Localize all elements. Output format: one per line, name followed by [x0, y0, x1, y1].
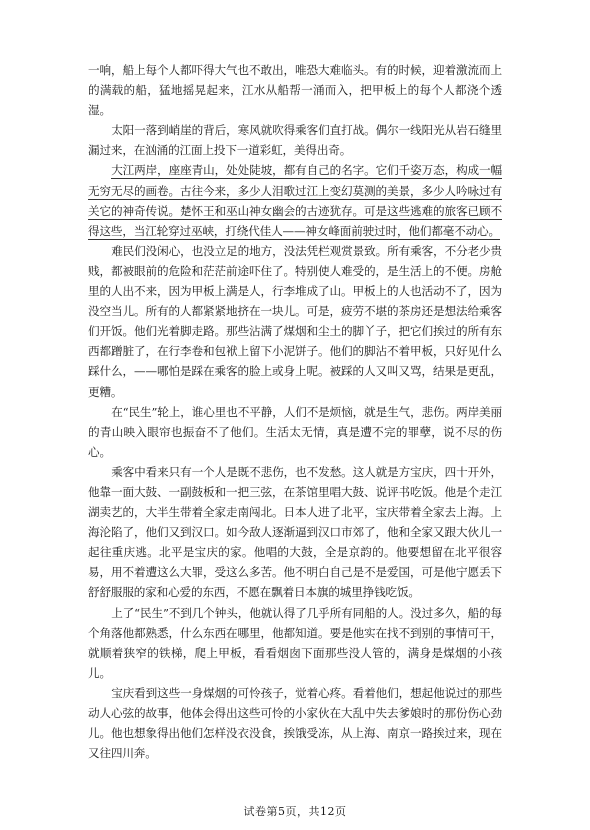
- paragraph-7: 上了“民生”不到几个钟头，他就认得了几乎所有同船的人。没过多久，船的每个角落他都熟悉，什么东西在哪里，他都知道。要是他实在找不到别的事情可干，就顺着狭窄的铁梯，爬上甲板，看看烟囱下面那些没人管的，满身是煤烟的小孩儿。: [88, 605, 502, 680]
- page-footer: 试卷第5页，共12页: [243, 805, 347, 818]
- article-body: [88, 60, 502, 763]
- paragraph-2: 太阳一落到峭崖的背后，寒风就吹得乘客们直打战。偶尔一线阳光从岩石缝里漏过来，在汹涌的江面上投下一道彩虹，美得出奇。: [88, 123, 502, 158]
- paragraph-4: 难民们没闲心，也没立足的地方，没法凭栏观赏景致。所有乘客，不分老少贵贱，都被眼前的危险和茫茫前途吓住了。特别使人难受的，是生活上的不便。房舱里的人出不来，因为甲板上满是人，行李堆成了山。甲板上的人也活动不了，因为没空当儿。所有的人都紧紧地挤在一块儿。可是，疲劳不堪的茶房还是想法给乘客们开饭。他们光着脚走路。那些沾满了煤烟和尘土的脚丫子，把它们挨过的所有东西都蹭脏了，在行李卷和包袱上留下小泥饼子。他们的脚沾不着甲板，只好见什么踩什么，——哪怕是踩在乘客的脸上或身上呢。被踩的人又叫又骂，结果是更乱，更糟。: [88, 243, 502, 399]
- paragraph-6: 乘客中看来只有一个人是既不悲伤，也不发愁。这人就是方宝庆，四十开外，他靠一面大鼓、一副鼓板和一把三弦，在茶馆里唱大鼓、说评书吃饭。他是个走江湖卖艺的，大半生带着全家走南闯北。日本人进了北平，宝庆带着全家去上海。上海沦陷了，他们又到汉口。如今敌人逐渐逼到汉口市郊了，他和全家又跟大伙儿一起往重庆逃。北平是宝庆的家。他唱的大鼓，全是京韵的。他要想留在北平很容易，用不着遭这么大罪，受这么多苦。他不明白自己是不是爱国，可是他宁愿丢下舒舒服服的家和心爱的东西，不愿在飘着日本旗的城里挣钱吃饭。: [88, 464, 502, 600]
- underlined-passage: 大江两岸，座座青山，处处陡坡，都有自己的名字。它们千姿万态，构成一幅无穷无尽的画卷。古往今来，多少人泪歌过江上变幻莫测的美景，多少人吟咏过有关它的神奇传说。楚怀王和巫山神女幽会的古迹犹存。可是这些逃难的旅客已顾不得这些，当江轮穿过巫峡，打绕代佳人——神女峰面前驶过时，他们都毫不动心。: [88, 163, 502, 238]
- paragraph-3-underlined: [88, 160, 502, 240]
- paragraph-1: 一响，船上每个人都吓得大气也不敢出，唯恐大难临头。有的时候，迎着激流而上的满载的船，猛地摇晃起来，江水从船帮一涌而入，把甲板上的每个人都浇个透湿。: [88, 63, 502, 118]
- paragraph-8: 宝庆看到这些一身煤烟的可怜孩子，觉着心疼。看着他们，想起他说过的那些动人心弦的故事，他体会得出这些可怜的小家伙在大乱中失去爹娘时的那份伤心劲儿。他也想象得出他们怎样没衣没食，挨饿受冻，从上海、南京一路挨过来，现在又往四川奔。: [88, 685, 502, 761]
- paragraph-5: 在“民生”轮上，谁心里也不平静，人们不是烦恼，就是生气，悲伤。两岸美丽的青山映入眼帘也振奋不了他们。生活太无情，真是遭不完的罪孽，说不尽的伤心。: [88, 404, 502, 459]
